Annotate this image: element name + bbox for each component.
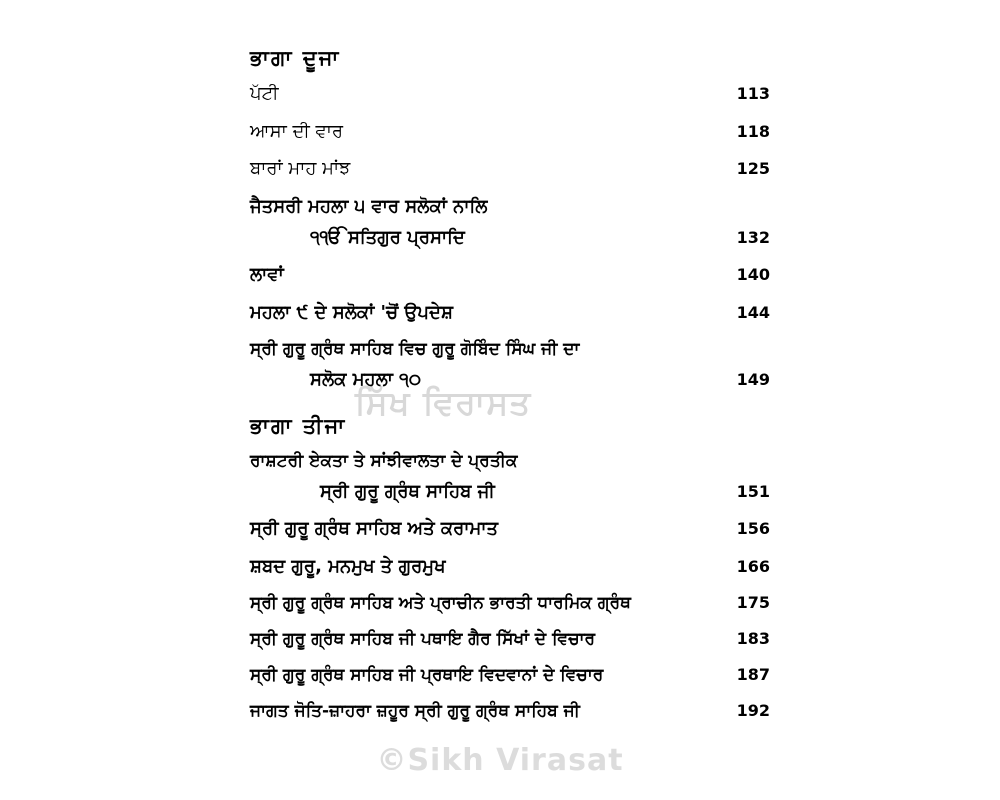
toc-entry-page: 140 xyxy=(736,265,770,285)
toc-entry-page: 183 xyxy=(736,629,770,649)
toc-entry-title: ਸ੍ਰੀ ਗੁਰੂ ਗ੍ਰੰਥ ਸਾਹਿਬ ਜੀ ਪਥਾਇ ਗੈਰ ਸਿੱਖਾਂ ਦੇ ਵਿਚਾਰ xyxy=(250,629,596,650)
toc-entry xyxy=(250,120,770,143)
toc-entry-title: ਸ੍ਰੀ ਗੁਰੂ ਗ੍ਰੰਥ ਸਾਹਿਬ ਜੀ xyxy=(320,481,495,502)
toc-entry xyxy=(250,195,770,218)
toc-entry xyxy=(250,517,770,540)
toc-entry-title: ਬਾਰਾਂ ਮਾਹ ਮਾਂਝ xyxy=(250,158,351,180)
toc-entry-page: 192 xyxy=(736,701,770,721)
toc-entry-page: 125 xyxy=(736,159,770,179)
toc-entry-page: 151 xyxy=(736,482,770,501)
toc-entry-title: ਸ੍ਰੀ ਗੁਰੂ ਗ੍ਰੰਥ ਸਾਹਿਬ ਜੀ ਪ੍ਰਥਾਇ ਵਿਦਵਾਨਾਂ ਦੇ ਵਿਚਾਰ xyxy=(250,665,604,686)
toc-entry-page: 187 xyxy=(736,665,770,685)
toc-entry xyxy=(250,700,770,722)
toc-entry-title: ਸਲੋਕ ਮਹਲਾ ੧੦ xyxy=(310,369,422,391)
toc-entry-title: ਲਾਵਾਂ xyxy=(250,264,284,286)
toc-entry xyxy=(250,157,770,180)
toc-entry xyxy=(250,263,770,286)
toc-entry xyxy=(250,628,770,650)
toc-entry-page: 166 xyxy=(736,556,770,576)
table-of-contents xyxy=(250,44,770,737)
toc-entry-page: 113 xyxy=(736,84,770,104)
toc-entry xyxy=(250,450,770,472)
section-heading-2: ਭਾਗਾ ਤੀਜਾ xyxy=(250,413,347,438)
toc-entry-title: ਆਸਾ ਦੀ ਵਾਰ xyxy=(250,120,344,142)
toc-entry xyxy=(250,480,770,503)
toc-entry xyxy=(250,82,770,105)
toc-entry-page: 118 xyxy=(736,121,770,141)
footer-watermark: ©Sikh Virasat xyxy=(376,743,624,778)
toc-entry-page: 149 xyxy=(736,370,770,390)
toc-entry-title: ਸ੍ਰੀ ਗੁਰੂ ਗ੍ਰੰਥ ਸਾਹਿਬ ਵਿਚ ਗੁਰੂ ਗੋਬਿੰਦ ਸਿੰਘ ਜੀ ਦਾ xyxy=(250,339,580,360)
center-watermark: ਸਿੱਖ ਵਿਰਾਸਤ xyxy=(355,383,532,422)
toc-entry-title: ਸ੍ਰੀ ਗੁਰੂ ਗ੍ਰੰਥ ਸਾਹਿਬ ਅਤੇ ਪ੍ਰਾਚੀਨ ਭਾਰਤੀ ਧਾਰਮਿਕ ਗ੍ਰੰਥ xyxy=(250,593,631,614)
toc-entry-page: 132 xyxy=(736,227,770,247)
toc-entry xyxy=(250,368,770,391)
toc-entry-title: ਪੱਟੀ xyxy=(250,83,279,105)
toc-entry-title: ਜਾਗਤ ਜੋਤਿ-ਜ਼ਾਹਰਾ ਜ਼ਹੂਰ ਸ੍ਰੀ ਗੁਰੂ ਗ੍ਰੰਥ ਸਾਹਿਬ ਜੀ xyxy=(250,701,580,722)
toc-entry xyxy=(250,301,770,324)
section-heading-1: ਭਾਗਾ ਦੂਜਾ xyxy=(250,46,341,70)
toc-entry xyxy=(250,592,770,614)
toc-entry xyxy=(250,555,770,578)
toc-entry xyxy=(250,664,770,686)
toc-entry-title: ਸ੍ਰੀ ਗੁਰੂ ਗ੍ਰੰਥ ਸਾਹਿਬ ਅਤੇ ਕਰਾਮਾਤ xyxy=(250,518,498,540)
toc-entry-title: ਸ਼ਬਦ ਗੁਰੂ, ਮਨਮੁਖ ਤੇ ਗੁਰਮੁਖ xyxy=(250,555,446,577)
toc-entry-title: ੧ੴ ਸਤਿਗੁਰ ਪ੍ਰਸਾਦਿ xyxy=(310,226,465,248)
toc-entry xyxy=(250,226,770,249)
toc-entry-page: 156 xyxy=(736,519,770,539)
toc-entry-page: 175 xyxy=(736,593,770,613)
toc-entry-title: ਜੈਤਸਰੀ ਮਹਲਾ ੫ ਵਾਰ ਸਲੋਕਾਂ ਨਾਲਿ xyxy=(250,195,488,217)
toc-entry xyxy=(250,338,770,360)
toc-entry-page: 144 xyxy=(736,302,770,322)
toc-entry-title: ਰਾਸ਼ਟਰੀ ਏਕਤਾ ਤੇ ਸਾਂਝੀਵਾਲਤਾ ਦੇ ਪ੍ਰਤੀਕ xyxy=(250,450,518,471)
toc-entry-title: ਮਹਲਾ ੯ ਦੇ ਸਲੋਕਾਂ 'ਚੋਂ ਉਪਦੇਸ਼ xyxy=(250,301,453,323)
